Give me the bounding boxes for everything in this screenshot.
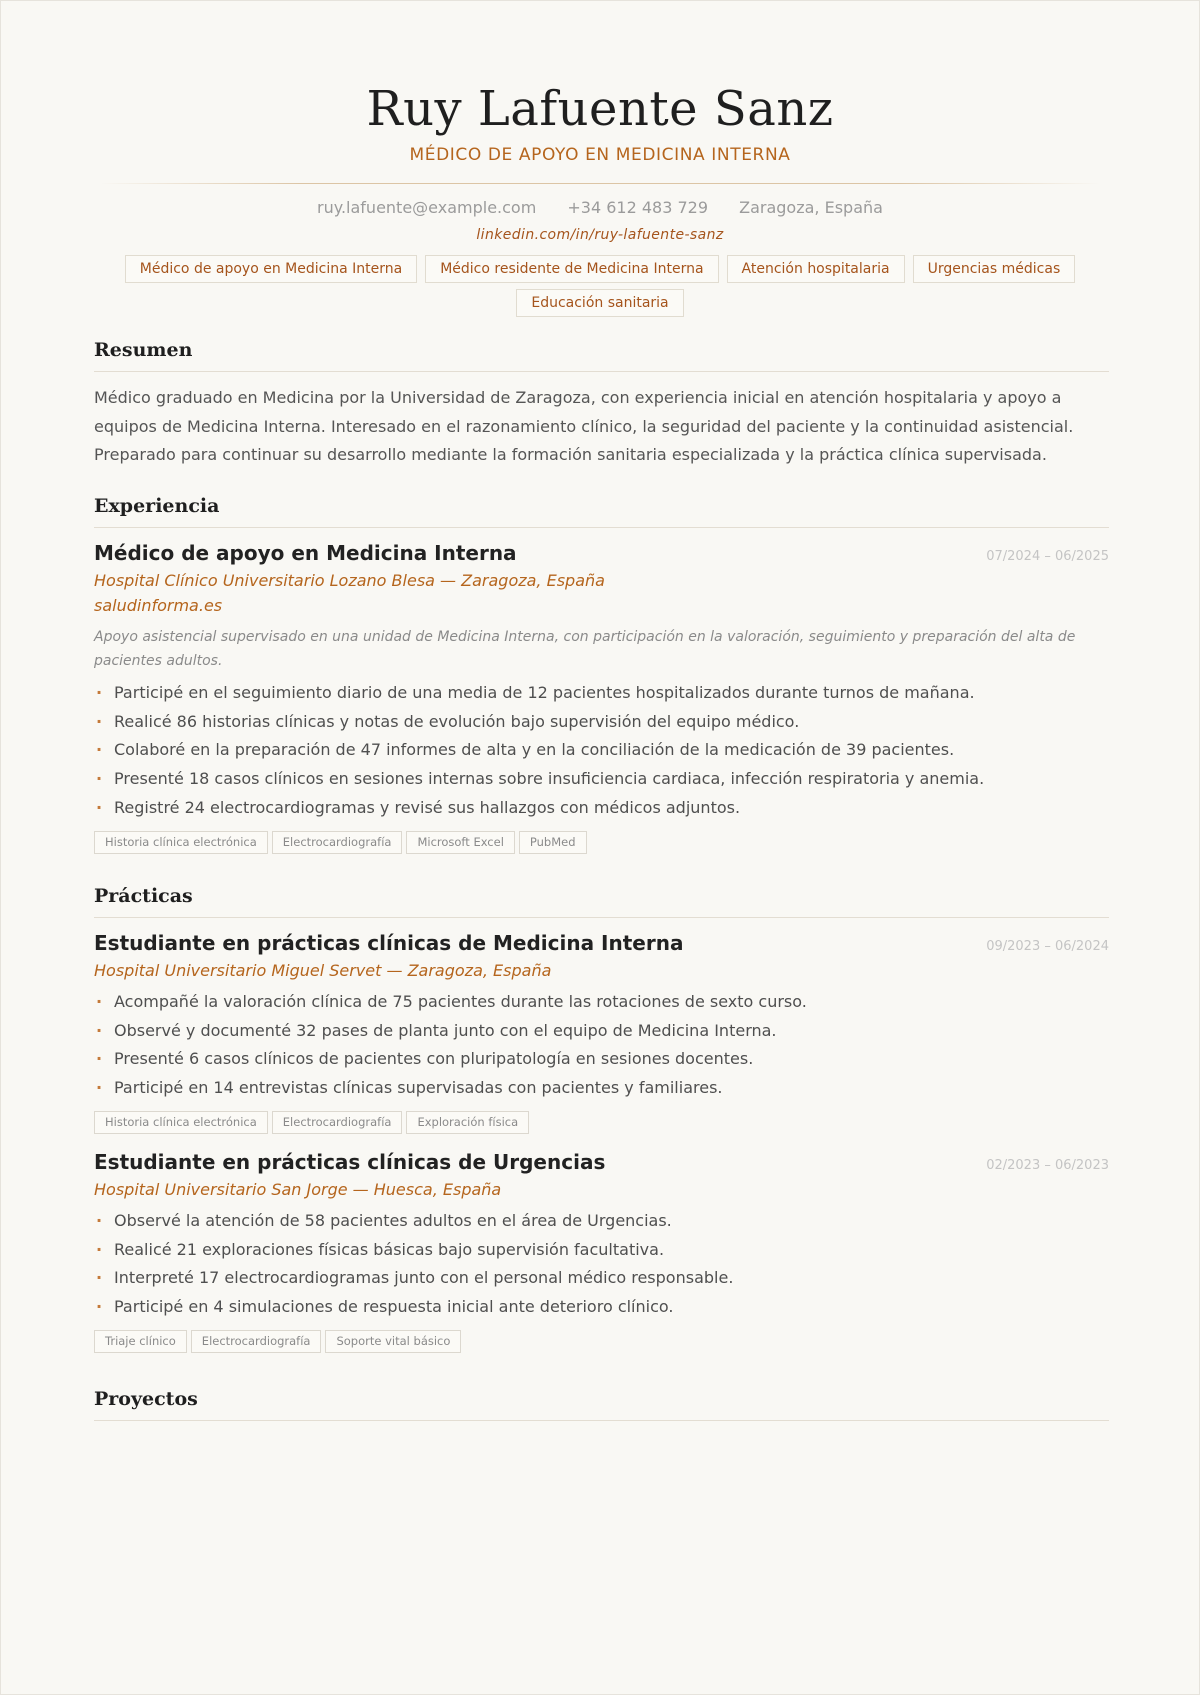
list-item: · Interpreté 17 electrocardiogramas junto con el personal médico responsable. <box>94 1264 1109 1293</box>
section-title-summary: Resumen <box>94 339 1109 372</box>
job-website-link[interactable]: saludinforma.es <box>94 596 223 615</box>
skill-tag: Soporte vital básico <box>325 1330 461 1353</box>
role-tag: Atención hospitalaria <box>727 255 905 283</box>
list-item: · Participé en el seguimiento diario de una media de 12 pacientes hospitalizados durante turnos de mañana. <box>94 679 1109 708</box>
list-item: · Participé en 14 entrevistas clínicas supervisadas con pacientes y familiares. <box>94 1074 1109 1103</box>
skill-tag: Historia clínica electrónica <box>94 831 268 854</box>
candidate-role: MÉDICO DE APOYO EN MEDICINA INTERNA <box>409 145 791 165</box>
list-item: · Participé en 4 simulaciones de respuesta inicial ante deterioro clínico. <box>94 1293 1109 1322</box>
practice-achievements <box>94 988 1109 1103</box>
list-item: · Presenté 6 casos clínicos de pacientes con pluripatología en sesiones docentes. <box>94 1045 1109 1074</box>
header-divider <box>100 183 1100 184</box>
projects-section <box>94 1388 1109 1421</box>
practice-entry <box>94 1150 1109 1353</box>
role-tag: Urgencias médicas <box>913 255 1076 283</box>
contact-phone[interactable]: +34 612 483 729 <box>567 198 709 217</box>
skill-tag: Electrocardiografía <box>272 1111 403 1134</box>
practice-date: 02/2023 – 06/2023 <box>986 1157 1109 1173</box>
role-tag: Educación sanitaria <box>516 289 683 317</box>
contact-email[interactable]: ruy.lafuente@example.com <box>317 198 537 217</box>
skill-tags <box>94 1111 1109 1134</box>
role-tag: Médico residente de Medicina Interna <box>425 255 718 283</box>
skill-tag: Electrocardiografía <box>191 1330 322 1353</box>
practice-organization: Hospital Universitario San Jorge — Huesca, España <box>94 1179 502 1199</box>
skill-tag: PubMed <box>519 831 587 854</box>
contact-line <box>1 198 1199 217</box>
practice-title: Estudiante en prácticas clínicas de Medicina Interna <box>94 931 684 955</box>
list-item: · Registré 24 electrocardiogramas y revisé sus hallazgos con médicos adjuntos. <box>94 794 1109 823</box>
section-title-experience: Experiencia <box>94 495 1109 528</box>
list-item: · Colaboré en la preparación de 47 informes de alta y en la conciliación de la medicación de 39 pacientes. <box>94 736 1109 765</box>
practices-section <box>94 885 1109 1353</box>
list-item: · Realicé 86 historias clínicas y notas de evolución bajo supervisión del equipo médico. <box>94 708 1109 737</box>
practice-organization: Hospital Universitario Miguel Servet — Zaragoza, España <box>94 961 552 980</box>
skill-tag: Electrocardiografía <box>272 831 403 854</box>
practice-date: 09/2023 – 06/2024 <box>986 939 1109 954</box>
list-item: · Presenté 18 casos clínicos en sesiones internas sobre insuficiencia cardiaca, infección respiratoria y anemia. <box>94 765 1109 794</box>
skill-tags <box>94 1330 1109 1353</box>
experience-section <box>94 495 1109 854</box>
job-organization: Hospital Clínico Universitario Lozano Blesa — Zaragoza, España <box>94 571 605 590</box>
linkedin-link[interactable]: linkedin.com/in/ruy-lafuente-sanz <box>476 227 724 243</box>
practice-title: Estudiante en prácticas clínicas de Urgencias <box>94 1149 606 1174</box>
job-date: 07/2024 – 06/2025 <box>986 549 1109 564</box>
resume-header <box>1 1 1199 317</box>
section-title-projects: Proyectos <box>94 1388 1109 1421</box>
skill-tag: Historia clínica electrónica <box>94 1111 268 1134</box>
list-item: · Realicé 21 exploraciones físicas básicas bajo supervisión facultativa. <box>94 1236 1109 1265</box>
skill-tag: Microsoft Excel <box>406 831 514 854</box>
skill-tag: Exploración física <box>406 1111 529 1134</box>
job-title: Médico de apoyo en Medicina Interna <box>94 541 517 565</box>
role-tag: Médico de apoyo en Medicina Interna <box>125 255 417 283</box>
job-description: Apoyo asistencial supervisado en una unidad de Medicina Interna, con participación en la valoración, seguimiento y preparación del alta de pacientes adultos. <box>94 629 1076 669</box>
candidate-name: Ruy Lafuente Sanz <box>366 81 834 137</box>
summary-section <box>94 339 1109 470</box>
list-item: · Observé la atención de 58 pacientes adultos en el área de Urgencias. <box>94 1207 1109 1236</box>
job-entry <box>94 541 1109 854</box>
role-tags <box>90 255 1110 317</box>
contact-location: Zaragoza, España <box>739 198 883 217</box>
skill-tags <box>94 831 1109 854</box>
practice-achievements <box>94 1207 1109 1322</box>
list-item: · Observé y documenté 32 pases de planta junto con el equipo de Medicina Interna. <box>94 1017 1109 1046</box>
section-title-practices: Prácticas <box>94 885 1109 918</box>
job-achievements <box>94 679 1109 823</box>
list-item: · Acompañé la valoración clínica de 75 pacientes durante las rotaciones de sexto curso. <box>94 988 1109 1017</box>
skill-tag: Triaje clínico <box>94 1330 187 1353</box>
summary-text: Médico graduado en Medicina por la Universidad de Zaragoza, con experiencia inicial en atención hospitalaria y apoyo a equipos de Medicina Interna. Interesado en el razonamiento clínico, la seguridad del paciente y la continuidad asistencial. Preparado para continuar su desarrollo mediante la formación sanitaria especializada y la práctica clínica supervisada. <box>94 388 1074 464</box>
practice-entry <box>94 931 1109 1134</box>
